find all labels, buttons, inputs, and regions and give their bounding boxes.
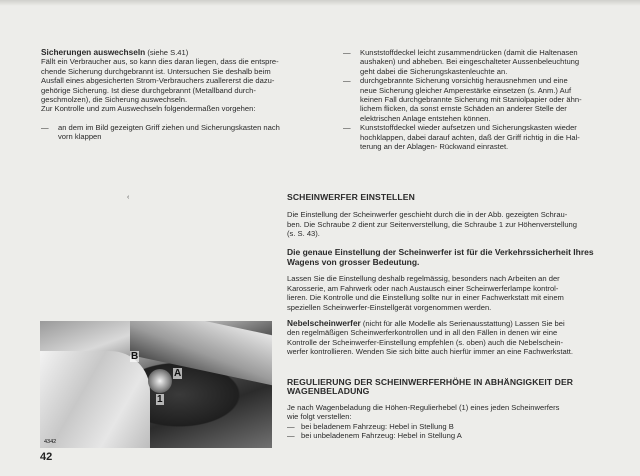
headlight-intro-line: Die Einstellung der Scheinwerfer geschieht durch die in der Abb. gezeigten Schrau-	[287, 210, 568, 220]
stray-mark: ‹	[127, 194, 130, 201]
fuse-step-line: aushaken) und abheben. Bei eingeschalteter Aussenbeleuchtung	[360, 57, 580, 67]
headlight-advice-line: Karosserie, am Fahrwerk oder nach Austausch einer Scheinwerferlampe kontrol-	[287, 283, 559, 293]
headlight-section	[287, 193, 611, 357]
height-setting-text: bei unbeladenem Fahrzeug: Hebel in Stellung A	[301, 431, 462, 441]
fog-line-first	[287, 319, 611, 328]
height-intro-line: Je nach Wagenbeladung die Höhen-Regulierhebel (1) eines jeden Scheinwerfers	[287, 402, 560, 412]
fuse-step-line: hochklappen, dabei darauf achten, daß der Griff richtig in die Hal-	[360, 132, 580, 142]
fuse-step-line: lichem flicken, da sonst ernste Schäden an anderer Stelle der	[360, 104, 567, 114]
headlight-safety-line: Die genaue Einstellung der Scheinwerfer ist für die Verkehrssicherheit Ihres	[287, 246, 594, 257]
height-setting	[287, 431, 611, 440]
fog-label: Nebelscheinwerfer	[287, 318, 361, 329]
fuse-step	[41, 123, 311, 142]
headlight-advice-line: lieren. Die Kontrolle und die Einstellung sollte nur in einer Fachwerkstatt mit einem	[287, 293, 564, 303]
fuse-heading-ref: (siehe S.41)	[147, 48, 189, 57]
fuse-step-line: vorn klappen	[58, 132, 102, 142]
photo-adjust-lever	[148, 369, 172, 393]
page-number: 42	[40, 451, 53, 463]
height-setting-text: bei beladenem Fahrzeug: Hebel in Stellung B	[301, 421, 454, 431]
figure-code: 4342	[44, 439, 57, 445]
figure-label-1: 1	[157, 394, 163, 405]
fuse-step-line: an dem im Bild gezeigten Griff ziehen und Sicherungskasten nach	[58, 122, 280, 132]
height-intro-line: wie folgt verstellen:	[287, 412, 352, 422]
dash-bullet: —	[343, 48, 351, 57]
height-regulation-section	[287, 378, 611, 440]
headlight-safety-line: Wagens von grosser Bedeutung.	[287, 257, 420, 268]
fuse-step-line: elektrischen Anlage entstehen können.	[360, 113, 491, 123]
page-top-edge	[0, 0, 640, 6]
fog-line: den regelmäßigen Scheinwerferkontrollen und in all den Fällen in denen wir eine	[287, 328, 558, 338]
fuse-body-line: Fällt ein Verbraucher aus, so kann dies daran liegen, dass die entspre-	[41, 57, 279, 67]
headlight-intro-line: (s. S. 43).	[287, 229, 320, 239]
headlight-intro-line: ben. Die Schraube 2 dient zur Seitenverstellung, die Schraube 1 zur Höhenverstellung	[287, 219, 578, 229]
fuse-step-line: geht dabei die Sicherungskastenleuchte an.	[360, 66, 508, 76]
fuse-step-line: neue Sicherung gleicher Amperestärke einsetzen (s. Anm.) Auf	[360, 85, 572, 95]
dash-bullet: —	[343, 123, 351, 133]
headlight-photo	[40, 321, 272, 448]
height-setting	[287, 422, 611, 431]
height-title-line: WAGENBELADUNG	[287, 386, 370, 397]
headlight-advice-line: speziellen Scheinwerfer-Einstellgerät vorgenommen werden.	[287, 302, 492, 312]
figure-label-b: B	[131, 351, 139, 362]
dash-bullet: —	[287, 431, 295, 441]
fuse-body-line: Ausfall eines abgesicherten Strom-Verbrauchers zuallererst die dazu-	[41, 76, 275, 86]
fuse-step	[343, 123, 611, 151]
fuse-step-line: terung an der Ablagen- Rückwand einrastet.	[360, 142, 509, 152]
fuse-body-line: Zur Kontrolle und zum Auswechseln folgendermaßen vorgehen:	[41, 104, 256, 114]
fuse-section	[41, 48, 311, 142]
fuse-step	[343, 76, 611, 123]
fuse-heading: Sicherungen auswechseln	[41, 47, 146, 57]
figure-label-a: A	[174, 368, 182, 379]
headlight-title: SCHEINWERFER EINSTELLEN	[287, 192, 415, 202]
dash-bullet: —	[41, 122, 49, 132]
fuse-step-line: Kunststoffdeckel wieder aufsetzen und Sicherungskasten wieder	[360, 123, 577, 133]
fuse-body-line: geschmolzen), die Sicherung auswechseln.	[41, 95, 188, 105]
dash-bullet: —	[287, 421, 295, 431]
fuse-step-line: durchgebrannte Sicherung vorsichtig herausnehmen und eine	[360, 76, 568, 86]
height-title-line: REGULIERUNG DER SCHEINWERFERHÖHE IN ABHÄNGIGKEIT DER	[287, 377, 574, 387]
fog-text: (nicht für alle Modelle als Serienausstattung) Lassen Sie bei	[362, 319, 565, 329]
dash-bullet: —	[343, 76, 351, 86]
fuse-heading-line	[41, 48, 311, 57]
photo-headlight-lens	[40, 351, 150, 448]
headlight-advice-line: Lassen Sie die Einstellung deshalb regelmässig, besonders nach Arbeiten an der	[287, 274, 560, 284]
fuse-body-line: gehörige Sicherung. Ist diese durchgebrannt (Metallband durch-	[41, 85, 256, 95]
fuse-step	[343, 48, 611, 76]
fog-line: werfer kontrollieren. Wenden Sie sich bitte auch hierfür immer an eine Fachwerkstatt.	[287, 347, 574, 357]
fuse-steps-continued	[343, 48, 611, 151]
fog-line: Kontrolle der Scheinwerfer-Einstellung empfehlen (s. oben) auch die Nebelschein-	[287, 337, 564, 347]
fuse-step-line: keinen Fall durchgebrannte Sicherung mit Staniolpapier oder ähn-	[360, 95, 582, 105]
fuse-body-line: chende Sicherung durchgebrannt ist. Untersuchen Sie deshalb beim	[41, 66, 271, 76]
fuse-step-line: Kunststoffdeckel leicht zusammendrücken (damit die Haltenasen	[360, 48, 578, 57]
